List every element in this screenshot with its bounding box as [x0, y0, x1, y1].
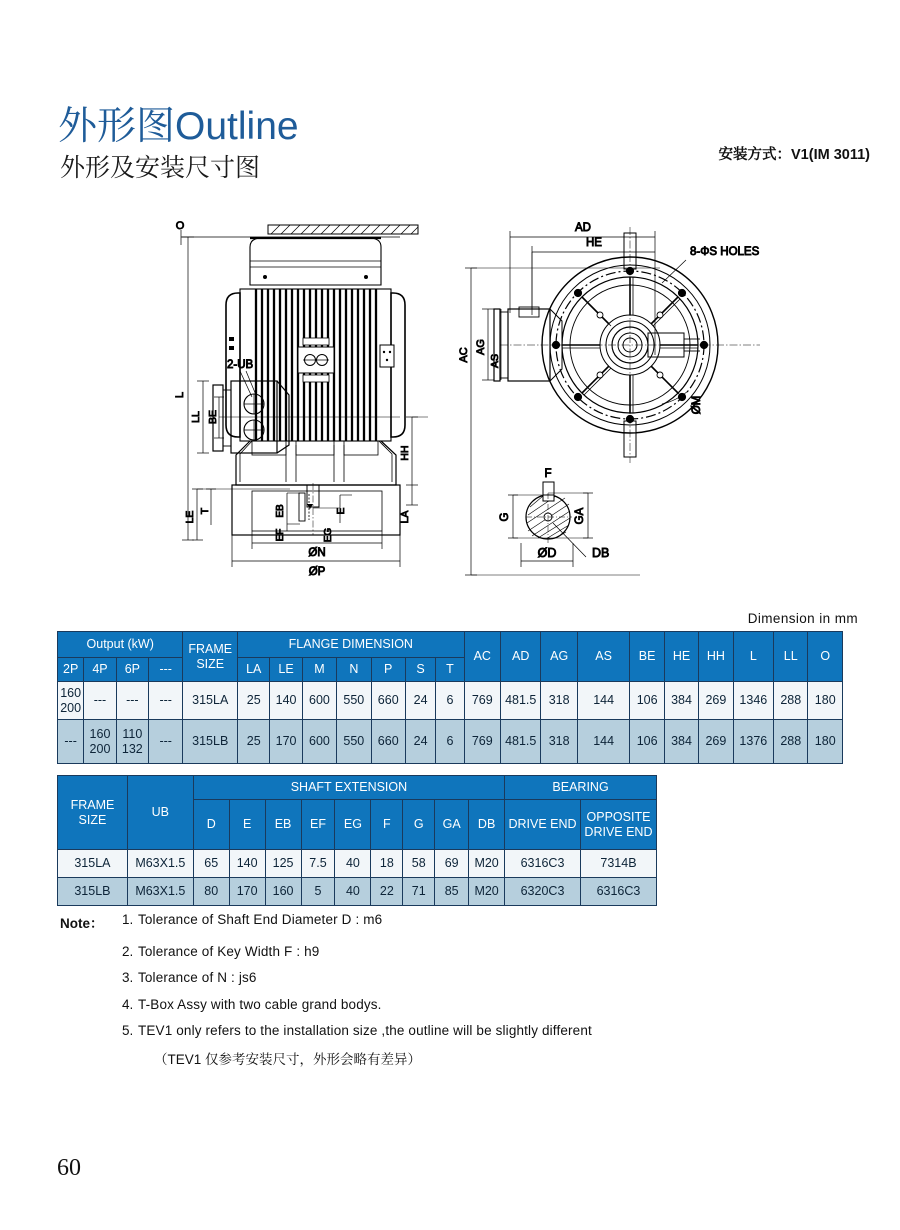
- cell-ac: 769: [464, 720, 500, 764]
- label-hh: HH: [399, 445, 411, 461]
- cell-he: 384: [664, 682, 698, 720]
- cell-ll: 288: [774, 682, 808, 720]
- note-item: [60, 944, 840, 959]
- cell-ad: 481.5: [500, 720, 540, 764]
- label-ag: AG: [475, 339, 487, 355]
- cell-s: 24: [405, 720, 435, 764]
- label-eg: EG: [323, 527, 334, 543]
- cell-be: 106: [630, 682, 664, 720]
- cell-blank-pole: ---: [149, 720, 183, 764]
- cell2-ub: M63X1.5: [127, 850, 193, 878]
- th-t: T: [436, 658, 464, 682]
- dimension-unit-note: Dimension in mm: [747, 611, 858, 626]
- cell-as: 144: [577, 720, 630, 764]
- label-db: DB: [592, 546, 610, 560]
- cell-frame-size: 315LA: [183, 682, 238, 720]
- label-la: LA: [399, 510, 411, 524]
- cell-as: 144: [577, 682, 630, 720]
- th2-bearing-group: BEARING: [505, 776, 657, 800]
- cell2-ef: 5: [301, 878, 335, 906]
- technical-drawing: [0, 205, 900, 605]
- notes-section: [60, 912, 840, 1068]
- mounting-type-label: 安装方式：: [718, 147, 791, 163]
- note-number: 1.: [122, 912, 134, 927]
- cell2-eb: 125: [265, 850, 301, 878]
- th-ac: AC: [464, 632, 500, 682]
- cell-ag: 318: [541, 682, 577, 720]
- cell2-d: 65: [193, 850, 229, 878]
- cell-la: 25: [238, 720, 270, 764]
- label-phi-d: ØD: [537, 546, 557, 560]
- cell2-eg: 40: [335, 878, 371, 906]
- shaft-section-detail: [499, 468, 609, 567]
- note-label: Note：: [60, 916, 104, 931]
- th2-frame-size-line2: SIZE: [78, 812, 107, 827]
- th-6p: 6P: [116, 658, 148, 682]
- cell2-drive-end: 6316C3: [505, 850, 581, 878]
- cell-2p: ---: [58, 720, 84, 764]
- cell2-db: M20: [469, 878, 505, 906]
- cell-le: 140: [270, 682, 302, 720]
- cell-hh: 269: [699, 720, 733, 764]
- label-eb: EB: [275, 504, 286, 518]
- cell-la: 25: [238, 682, 270, 720]
- note-item: [60, 970, 840, 985]
- cell2-frame-size: 315LB: [58, 878, 128, 906]
- cell-be: 106: [630, 720, 664, 764]
- cell-t: 6: [436, 682, 464, 720]
- th-2p: 2P: [58, 658, 84, 682]
- note-number: 4.: [122, 996, 134, 1012]
- cell2-ub: M63X1.5: [127, 878, 193, 906]
- th2-opposite-line1: OPPOSITE: [586, 809, 651, 824]
- th-be: BE: [630, 632, 664, 682]
- th-ad: AD: [500, 632, 540, 682]
- cell-n: 550: [337, 720, 371, 764]
- th-le: LE: [270, 658, 302, 682]
- page-title: [58, 95, 299, 151]
- th2-e: E: [229, 800, 265, 850]
- note-number: 2.: [122, 943, 134, 959]
- label-2ub: 2-UB: [227, 359, 254, 371]
- th2-frame-size: [58, 776, 128, 850]
- label-phi-m: ØM: [691, 395, 703, 415]
- cell-4p: ---: [84, 682, 116, 720]
- note-number: 3.: [122, 970, 134, 985]
- note-item: [60, 912, 840, 932]
- th-o: O: [808, 632, 843, 682]
- th-hh: HH: [699, 632, 733, 682]
- th2-ga: GA: [435, 800, 469, 850]
- label-le: LE: [184, 510, 196, 524]
- side-view-group: [174, 220, 428, 578]
- cell2-eg: 40: [335, 850, 371, 878]
- note-text: Tolerance of Shaft End Diameter D : m6: [138, 912, 383, 927]
- page-subtitle: 外形及安装尺寸图: [60, 154, 261, 182]
- cell-he: 384: [664, 720, 698, 764]
- cell-2p: [58, 682, 84, 720]
- th-p: P: [371, 658, 405, 682]
- cell2-ga: 85: [435, 878, 469, 906]
- page-title-en: Outline: [175, 105, 299, 148]
- note-text: T-Box Assy with two cable grand bodys.: [138, 996, 382, 1012]
- cell2-eb: 160: [265, 878, 301, 906]
- th-l: L: [733, 632, 773, 682]
- cell-ag: 318: [541, 720, 577, 764]
- cell2-f: 22: [371, 878, 403, 906]
- cell-o: 180: [808, 682, 843, 720]
- note-text: Tolerance of N : js6: [138, 970, 257, 985]
- th-ll: LL: [774, 632, 808, 682]
- cell-ll: 288: [774, 720, 808, 764]
- label-ef: EF: [275, 528, 286, 542]
- label-phi-p: ØP: [308, 566, 326, 578]
- page-number: 60: [57, 1155, 81, 1181]
- cell2-opposite-drive-end: 7314B: [580, 850, 656, 878]
- th-blank-pole: ---: [149, 658, 183, 682]
- mounting-type-value: V1(IM 3011): [791, 147, 870, 163]
- cell-l: 1376: [733, 720, 773, 764]
- cell-m: 600: [302, 720, 336, 764]
- label-he: HE: [586, 237, 602, 249]
- th-m: M: [302, 658, 336, 682]
- th2-eg: EG: [335, 800, 371, 850]
- cell-s: 24: [405, 682, 435, 720]
- th-frame-size: [183, 632, 238, 682]
- cell-frame-size: 315LB: [183, 720, 238, 764]
- th2-drive-end: DRIVE END: [505, 800, 581, 850]
- th2-ef: EF: [301, 800, 335, 850]
- label-8-phi-s-holes: 8-ΦS HOLES: [690, 246, 760, 258]
- th2-frame-size-line1: FRAME: [70, 797, 115, 812]
- cell2-g: 58: [403, 850, 435, 878]
- cell-o: 180: [808, 720, 843, 764]
- th2-ub: UB: [127, 776, 193, 850]
- note-item: [60, 997, 840, 1012]
- cell2-f: 18: [371, 850, 403, 878]
- cell2-ef: 7.5: [301, 850, 335, 878]
- cell-blank-pole: ---: [149, 682, 183, 720]
- note-text: TEV1 only refers to the installation size ,the outline will be slightly different: [138, 1023, 592, 1038]
- cell2-e: 140: [229, 850, 265, 878]
- label-g: G: [499, 512, 511, 522]
- cell2-g: 71: [403, 878, 435, 906]
- shaft-extension-bearing-table: [57, 775, 657, 906]
- cell2-d: 80: [193, 878, 229, 906]
- cell-hh: 269: [699, 682, 733, 720]
- cell-4p-line2: 200: [89, 741, 111, 756]
- th2-db: DB: [469, 800, 505, 850]
- cell2-frame-size: 315LA: [58, 850, 128, 878]
- page-title-cn: 外形图: [58, 105, 176, 148]
- label-ac: AC: [458, 347, 470, 363]
- cell-p: 660: [371, 682, 405, 720]
- th-output-group: Output (kW): [58, 632, 183, 658]
- th2-opposite-line2: DRIVE END: [584, 824, 653, 839]
- cell-t: 6: [436, 720, 464, 764]
- note-text: Tolerance of Key Width F : h9: [138, 943, 320, 959]
- th2-shaft-extension-group: SHAFT EXTENSION: [193, 776, 504, 800]
- th2-opposite-drive-end: [580, 800, 656, 850]
- th2-eb: EB: [265, 800, 301, 850]
- th-he: HE: [664, 632, 698, 682]
- th-frame-size-line1: FRAME: [188, 641, 233, 656]
- cell-p: 660: [371, 720, 405, 764]
- cell-6p: ---: [116, 682, 148, 720]
- th-frame-size-line2: SIZE: [196, 656, 225, 671]
- th-as: AS: [577, 632, 630, 682]
- note-number: 5.: [122, 1023, 134, 1038]
- th-la: LA: [238, 658, 270, 682]
- note-chinese-text: （TEV1 仅参考安装尺寸，外形会略有差异）: [154, 1051, 422, 1067]
- note-item: [60, 1023, 840, 1038]
- label-ad: AD: [575, 222, 591, 234]
- label-f: F: [544, 468, 552, 480]
- label-phi-n: ØN: [308, 547, 326, 559]
- th2-f: F: [371, 800, 403, 850]
- th-4p: 4P: [84, 658, 116, 682]
- cell-6p-line2: 132: [121, 741, 143, 756]
- label-o: O: [175, 220, 185, 232]
- cell-4p-line1: 160: [89, 726, 111, 741]
- flange-dimension-table: [57, 631, 843, 764]
- cell-4p: [84, 720, 116, 764]
- label-e: E: [336, 507, 347, 515]
- cell-n: 550: [337, 682, 371, 720]
- label-ll: LL: [190, 411, 202, 423]
- table-row: [58, 720, 843, 764]
- label-t: T: [199, 507, 211, 515]
- cell2-e: 170: [229, 878, 265, 906]
- cell-m: 600: [302, 682, 336, 720]
- th2-d: D: [193, 800, 229, 850]
- table-row: [58, 682, 843, 720]
- cell-ac: 769: [464, 682, 500, 720]
- table-row: [58, 850, 657, 878]
- th-ag: AG: [541, 632, 577, 682]
- cell-le: 170: [270, 720, 302, 764]
- table-row: [58, 878, 657, 906]
- cell2-opposite-drive-end: 6316C3: [580, 878, 656, 906]
- cell-2p-line1: 160: [60, 685, 82, 700]
- label-as: AS: [489, 353, 501, 369]
- cell-l: 1346: [733, 682, 773, 720]
- cell-6p: [116, 720, 148, 764]
- cell2-db: M20: [469, 850, 505, 878]
- cell2-drive-end: 6320C3: [505, 878, 581, 906]
- cell-2p-line2: 200: [60, 700, 82, 715]
- th-flange-group: FLANGE DIMENSION: [238, 632, 465, 658]
- label-be: BE: [207, 409, 219, 425]
- cell-6p-line1: 110: [122, 726, 143, 741]
- mounting-type: [719, 143, 871, 164]
- th-n: N: [337, 658, 371, 682]
- cell-ad: 481.5: [500, 682, 540, 720]
- th2-g: G: [403, 800, 435, 850]
- label-l: L: [174, 391, 186, 399]
- th-s: S: [405, 658, 435, 682]
- cell2-ga: 69: [435, 850, 469, 878]
- label-ga: GA: [574, 507, 586, 525]
- outline-drawing-svg: [0, 205, 900, 605]
